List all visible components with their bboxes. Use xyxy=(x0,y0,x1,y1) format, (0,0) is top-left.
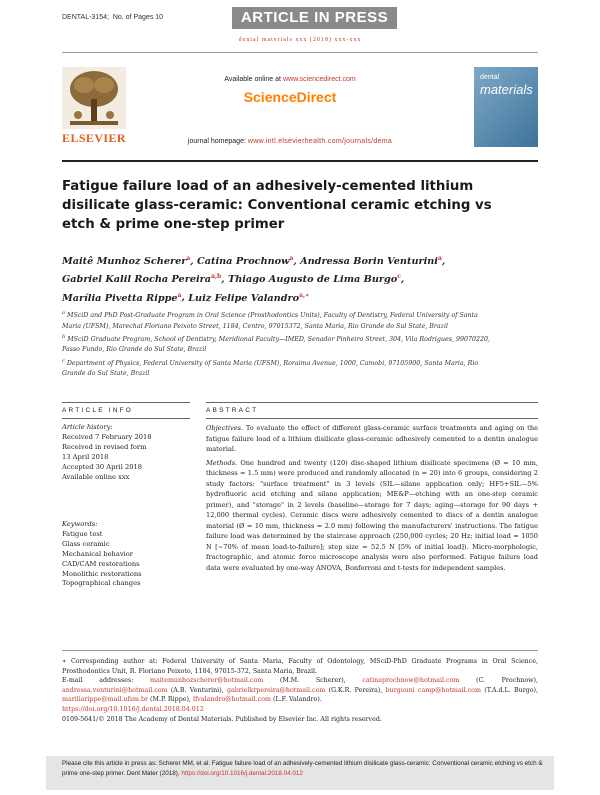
email-addresses: E-mail addresses: maitemunhozscherer@hotmail.com (M.M. Scherer), catinaprochnow@hotmail.com (C. Prochnow), andressa.venturini@hotmail.com (A.B. Venturini), gabrielkrpereira@hotmail.com (G.K.R. Pereira), burgouni camp@hotmail.com (T.A.d.L. Burgo), mariliarippe@mail.ufsm.br (M.P. Rippe), lfvalandro@hotmail.com (L.F. Valandro). xyxy=(62,677,538,704)
header-divider xyxy=(62,52,538,53)
doi-link[interactable]: https://doi.org/10.1016/j.dental.2018.04.012 xyxy=(62,705,204,713)
article-info-heading: ARTICLE INFO xyxy=(62,407,134,414)
abstract-rule xyxy=(206,402,538,403)
masthead-divider xyxy=(62,160,538,162)
corresponding-author: ∗ Corresponding author at: Federal University of Santa Maria, Faculty of Odontology, MSciD-PhD Graduate Programs in Oral Science, Prosthodontics Unit, R. Floriano Peixoto, 1184, 97015-372, Santa Maria, Brazil. xyxy=(62,658,538,675)
article-in-press-banner: ARTICLE IN PRESS xyxy=(232,7,397,29)
footnote-rule xyxy=(62,650,538,651)
history-label: Article history: xyxy=(62,423,113,431)
email-link[interactable]: maitemunhozscherer@hotmail.com xyxy=(149,677,264,685)
article-info-rule xyxy=(62,402,190,403)
journal-reference: dental materials xxx (2018) xxx-xxx xyxy=(238,37,362,43)
keywords xyxy=(62,520,182,589)
affiliation: $^c$ Department of Physics, Federal University of Santa Maria (UFSM), Roraima Avenue, 1000, Camobi, 97105900, Santa Maria, Rio Grande do Sul State, Brazil xyxy=(62,357,479,378)
email-link[interactable]: burgouni camp@hotmail.com xyxy=(385,686,481,694)
author: Thiago Augusto de Lima Burgo$^c$ xyxy=(227,273,401,286)
article-title: Fatigue failure load of an adhesively-cemented lithium disilicate glass-ceramic: Conventional ceramic etching vs etch & prime one-step primer xyxy=(62,179,492,232)
email-link[interactable]: andressa.venturini@hotmail.com xyxy=(62,686,168,694)
cover-dental-text: dental xyxy=(480,74,500,81)
history-item: Received 7 February 2018 xyxy=(62,432,152,441)
abstract-body xyxy=(206,423,538,573)
history-item: Available online xxx xyxy=(62,472,130,481)
homepage-link[interactable]: www.intl.elsevierhealth.com/journals/dema xyxy=(247,138,393,145)
running-header xyxy=(62,14,163,21)
history-item: Accepted 30 April 2018 xyxy=(62,462,142,471)
author-list: Maitê Munhoz Scherer$^a$, Catina Prochnow$^a$, Andressa Borin Venturini$^a$, Gabriel Kalil Rocha Pereira$^{a,b}$, Thiago Augusto de Lima Burgo$^c$, Marília Pivetta Rippe$^a$, Luiz Felipe Valandro$^{a,∗}$ xyxy=(62,255,446,304)
history-item: 13 April 2018 xyxy=(62,452,109,461)
sciencedirect-logo: ScienceDirect xyxy=(243,89,337,105)
keyword: Glass ceramic xyxy=(62,539,110,548)
email-link[interactable]: gabrielkrpereira@hotmail.com xyxy=(226,686,326,694)
available-online xyxy=(130,76,450,83)
author: Maitê Munhoz Scherer$^a$ xyxy=(62,255,191,268)
article-info-rule-bottom xyxy=(62,418,190,419)
author: Catina Prochnow$^a$ xyxy=(197,255,294,268)
author: Luiz Felipe Valandro$^{a,∗}$ xyxy=(188,291,310,304)
abstract-rule-bottom xyxy=(206,418,538,419)
journal-homepage xyxy=(130,138,450,145)
cover-materials-text: materials xyxy=(480,82,533,97)
keyword: Monolithic restorations xyxy=(62,569,142,578)
author: Gabriel Kalil Rocha Pereira$^{a,b}$ xyxy=(62,273,222,286)
copyright: 0109-5641/© 2018 The Academy of Dental Materials. Published by Elsevier Inc. All rights reserved. xyxy=(62,715,382,723)
history-item: Received in revised form xyxy=(62,442,147,451)
elsevier-tree-icon xyxy=(62,67,126,129)
footnotes xyxy=(62,657,538,724)
author: Marília Pivetta Rippe$^a$ xyxy=(62,291,182,304)
abstract-methods: Methods. One hundred and twenty (120) disc-shaped lithium disilicate specimens (Ø = 10 mm, thickness = 1.5 mm) were produced and randomly allocated (n = 20) into 6 groups, considering 2 study factors: "surface treatment" in 3 levels (SIL—silane application only; HF5+SIL—5% hydrofluoric acid etching and silane application; ME&P—etching with an one-step ceramic primer), and "storage" in 2 levels (baseline—storage for 7 days; aging—storage for 90 days + 12,000 thermal cycles). Ceramic discs were adhesively cemented to discs of a dentin analogue material (Ø = 10 mm, thickness = 2.0 mm) following the manufacturers' instructions. The fatigue failure load was determined by the staircase approach (250,000 cycles; 20 Hz; initial load = 1050 N [~70% of mean load-to-failure]; step size = 52.5 N [5% of initial load]). Micro-morphologic, fractographic, and atomic force microscope analysis were also performed. Fatigue failure load data were evaluated by one-way ANOVA, Bonferroni and t-tests for independent samples. xyxy=(206,458,538,572)
keyword: Mechanical behavior xyxy=(62,549,133,558)
elsevier-logo xyxy=(62,67,126,147)
sciencedirect-link[interactable]: www.sciencedirect.com xyxy=(282,76,356,83)
dental-id: DENTAL-3154; xyxy=(62,14,109,21)
abstract-heading: ABSTRACT xyxy=(206,407,259,414)
journal-cover xyxy=(474,67,538,147)
citation-text: Please cite this article in press as: Scherer MM, et al. Fatigue failure load of an adhesively-cemented lithium disilicate glass-ceramic: Conventional ceramic etching vs etch & prime one-step primer. Dent Mater (2018), https://doi.org/10.1016/j.dental.2018.04.012 xyxy=(62,760,543,777)
author: Andressa Borin Venturini$^a$ xyxy=(300,255,442,268)
email-link[interactable]: catinaprochnow@hotmail.com xyxy=(362,677,460,685)
page-count: No. of Pages 10 xyxy=(112,14,164,21)
abstract-objectives: Objectives. To evaluate the effect of different glass-ceramic surface treatments and aging on the fatigue failure load of a lithium disilicate glass-ceramic adhesively cemented to a dentin analogue material. xyxy=(206,424,538,453)
email-link[interactable]: lfvalandro@hotmail.com xyxy=(192,696,271,704)
available-online-label: Available online at xyxy=(224,76,281,83)
email-link[interactable]: mariliarippe@mail.ufsm.br xyxy=(62,696,149,704)
affiliation: $^a$ MSciD and PhD Post-Graduate Program in Oral Science (Prosthodontics Units), Faculty of Dentistry, Federal University of Santa Maria (UFSM), Marechal Floriano Peixoto Street, 1184, Centro, 97015372, Santa Maria, Rio Grande do Sul State, Brazil xyxy=(62,310,478,330)
homepage-label: journal homepage: xyxy=(187,138,246,145)
keywords-label: Keywords: xyxy=(62,520,98,528)
affiliations xyxy=(62,308,492,380)
keyword: Fatigue test xyxy=(62,529,103,538)
article-history xyxy=(62,423,182,482)
keyword: CAD/CAM restorations xyxy=(62,559,140,568)
elsevier-wordmark: ELSEVIER xyxy=(62,131,126,145)
keyword: Topographical changes xyxy=(62,579,141,588)
affiliation: $^b$ MSciD Graduate Program, School of Dentistry, Meridional Faculty—IMED, Senador Pinheiro Street, 304, Vila Rodrigues, 99070220, Passo Fundo, Rio Grande do Sul State, Brazil xyxy=(62,333,491,354)
citation-doi-link[interactable]: https://doi.org/10.1016/j.dental.2018.04.012 xyxy=(181,769,303,777)
